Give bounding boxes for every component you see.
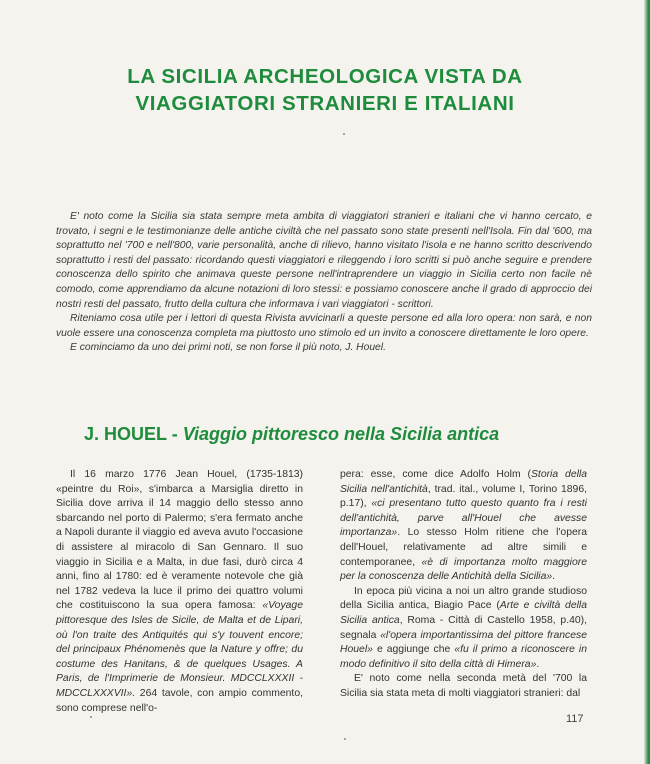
right-column-paragraph-3: E' noto come nella seconda metà del '700 la Sicilia sia stata meta di molti viaggiatori stranieri: dal bbox=[340, 673, 587, 699]
text-run: , Roma - Città di Castello 1958, p.40), segnala bbox=[340, 614, 587, 641]
text-run: In epoca più vicina a noi un altro grande studioso della Sicilia antica, Biagio Pace ( bbox=[340, 585, 587, 612]
text-run: pera: esse, come dice Adolfo Holm ( bbox=[340, 469, 531, 480]
body-column-left bbox=[56, 468, 303, 716]
text-run: . Lo stesso Holm ritiene che l'opera dell'Houel, relativamente ad altre simili e contemporanee, bbox=[340, 527, 587, 568]
intro-paragraph-1: E' noto come la Sicilia sia stata sempre meta ambita di viaggiatori stranieri e italiani che vi hanno cercato, e trovato, i segni e le testimonianze delle antiche civiltà che nel passato sono state presenti nell'Isola. Fin dal '600, ma soprattutto nel '700 e nell'800, varie personalità, anche di rilievo, hanno visitato l'isola e ne hanno scritto descrivendo soprattutto i resti del passato: ricordando questi viaggiatori e rileggendo i loro scritti si può anche seguire e prendere conoscenza dello spirito che animava queste persone nell'intraprendere un viaggio in Sicilia certo non facile nè comodo, come apprendiamo da alcune notazioni di loro stessi: e possiamo conoscere anche il grado di approccio dei nostri resti del passato, frutto della cultura che informava i vari viaggiatori - scrittori. bbox=[56, 211, 592, 310]
article-title-line-1: LA SICILIA ARCHEOLOGICA VISTA DA bbox=[127, 65, 523, 88]
section-heading bbox=[84, 424, 499, 445]
text-run: . bbox=[552, 571, 556, 583]
intro-paragraph-2: Riteniamo cosa utile per i lettori di questa Rivista avvicinarli a queste persone ed alla loro opera: non sarà, e non vuole essere una conoscenza completa ma piuttosto uno stimolo ed un invito a conoscere direttamente le loro opere. bbox=[56, 313, 592, 339]
text-run: e aggiunge che bbox=[372, 644, 455, 656]
citation-italic: Arte e civiltà della Sicilia antica bbox=[340, 600, 587, 626]
print-speck bbox=[343, 133, 345, 135]
text-run: . bbox=[536, 658, 540, 670]
right-column-paragraph-1 bbox=[340, 468, 587, 585]
print-speck bbox=[90, 716, 92, 718]
quote-italic: «ci presentano tutto questo quanto fra i resti dell'antichità, parve all'Houel che avesse importanza» bbox=[340, 498, 587, 539]
quote-italic: «l'opera importantissima del pittore francese Houel» bbox=[340, 629, 587, 656]
left-column-paragraph bbox=[56, 468, 303, 716]
left-text-1: Il 16 marzo 1776 Jean Houel, (1735-1813) «peintre du Roi», s'imbarca a Marsiglia diretto in Sicilia dove arriva il 14 maggio dello stesso anno sbarcando nel porto di Palermo; s'era fermato anche a Napoli durante il viaggio ed aveva avuto l'occasione di assistere al miracolo di San Gennaro. Il suo viaggio in Sicilia e a Malta, in due fasi, durò circa 4 anni, fino al 1780: ed è veramente notevole che già nel 1782 vedeva la luce il primo dei quattro volumi che costituiscono la sua opera famosa: bbox=[56, 469, 303, 612]
page-number: 117 bbox=[566, 713, 584, 725]
citation-italic: Storia della Sicilia nell'antichità bbox=[340, 469, 587, 495]
text-run: , trad. ital., volume I, Torino 1896, p.17), bbox=[340, 483, 587, 510]
print-speck bbox=[344, 738, 346, 740]
article-title bbox=[60, 63, 590, 117]
quote-italic: «è di importanza molto maggiore per la conoscenza delle Antichità della Sicilia» bbox=[340, 556, 587, 583]
section-heading-name: J. HOUEL bbox=[84, 424, 167, 444]
book-title-citation: «Voyage pittoresque des Isles de Sicile, de Malta et de Lipari, où l'on traite des Antiquités qui s'y touvent encore; del principaux Phénomenès que la Nature y offre; du costume des Hanitans, & de quelques Usages. A Paris, de l'Imprimerie de Monsieur. MDCCLXXXII - MDCCLXXXVII». bbox=[56, 600, 303, 699]
intro-paragraph-3: E cominciamo da uno dei primi noti, se non forse il più noto, J. Houel. bbox=[70, 342, 386, 354]
quote-italic: «fu il primo a riconoscere in modo definitivo il sito della città di Himera» bbox=[340, 644, 587, 670]
section-heading-separator: - bbox=[166, 424, 183, 444]
article-title-line-2: VIAGGIATORI STRANIERI E ITALIANI bbox=[135, 92, 515, 115]
left-text-2: 264 tavole, con ampio commento, sono comprese nell'o- bbox=[56, 687, 303, 714]
intro-text bbox=[56, 210, 592, 356]
body-column-right bbox=[340, 468, 587, 702]
right-column-paragraph-2 bbox=[340, 585, 587, 673]
page-edge-shadow bbox=[644, 0, 650, 764]
section-heading-subtitle: Viaggio pittoresco nella Sicilia antica bbox=[182, 424, 500, 444]
